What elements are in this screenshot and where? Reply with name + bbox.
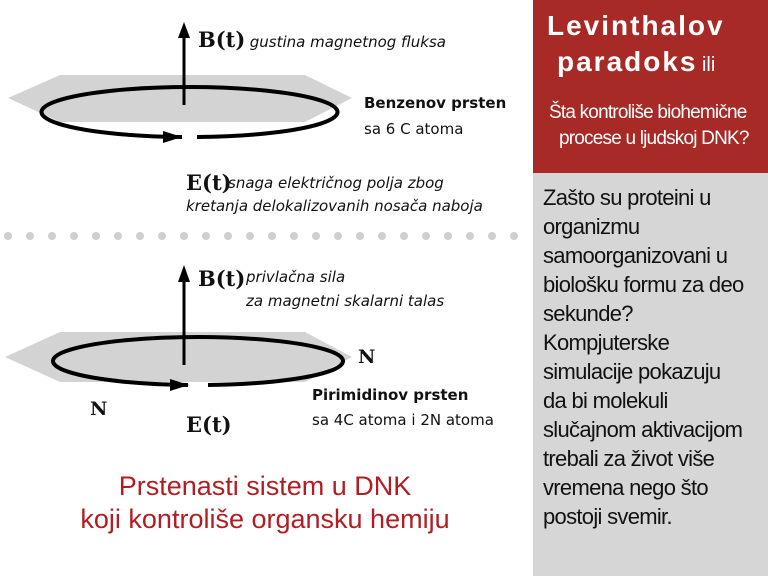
body-line: slučajnom aktivacijom bbox=[543, 417, 743, 442]
bottom-b-vector: B(t) bbox=[198, 266, 246, 291]
caption-line2: koji kontroliše organsku hemiju bbox=[80, 504, 450, 534]
title-box bbox=[533, 0, 768, 173]
subtitle-line1: Šta kontroliše biohemične bbox=[549, 102, 747, 123]
top-e-description-line2: kretanja delokalizovanih nosača naboja bbox=[186, 197, 483, 215]
bottom-b-arrow-head bbox=[178, 265, 190, 282]
benzene-ring-atoms: sa 6 C atoma bbox=[364, 120, 464, 138]
body-line: simulacije pokazuju bbox=[543, 359, 721, 384]
top-b-description: gustina magnetnog fluksa bbox=[249, 33, 446, 51]
bottom-b-description-line1: privlačna sila bbox=[246, 268, 346, 286]
explanation-text bbox=[543, 183, 744, 531]
bottom-e-vector: E(t) bbox=[186, 412, 232, 437]
subtitle bbox=[549, 100, 749, 152]
top-b-field-label bbox=[198, 27, 446, 52]
body-line: biološku formu za deo bbox=[543, 272, 744, 297]
caption-line1: Prstenasti sistem u DNK bbox=[118, 471, 412, 501]
body-line: trebali za život više bbox=[543, 446, 715, 471]
top-b-arrow-head bbox=[178, 22, 190, 38]
top-e-description-line1: snaga električnog polja zbog bbox=[228, 174, 444, 192]
body-line: Kompjuterske bbox=[543, 330, 670, 355]
benzene-ring-arrowhead bbox=[163, 131, 182, 143]
title-ili: ili bbox=[701, 54, 716, 76]
body-line: organizmu bbox=[543, 214, 640, 239]
pyrimidine-ring-atoms: sa 4C atoma i 2N atoma bbox=[312, 411, 494, 429]
top-b-vector: B(t) bbox=[198, 27, 246, 52]
title-line2 bbox=[557, 46, 715, 78]
body-line: samoorganizovani u bbox=[543, 243, 728, 268]
body-line: sekunde? bbox=[543, 301, 633, 326]
body-line: da bi molekuli bbox=[543, 388, 668, 413]
top-e-vector: E(t) bbox=[186, 170, 232, 195]
benzene-ring-name: Benzenov prsten bbox=[364, 94, 507, 112]
title-line1: Levinthalov bbox=[547, 10, 725, 41]
nitrogen-label-right: N bbox=[358, 346, 376, 368]
pyrimidine-ring-name: Pirimidinov prsten bbox=[312, 386, 469, 404]
body-line: postoji svemir. bbox=[543, 504, 672, 529]
body-line: vremena nego što bbox=[543, 475, 708, 500]
dotted-separator bbox=[4, 232, 518, 240]
body-line: Zašto su proteini u bbox=[543, 185, 711, 210]
explanation-panel bbox=[533, 173, 768, 576]
diagram-caption bbox=[0, 470, 530, 536]
nitrogen-label-left: N bbox=[90, 398, 108, 420]
subtitle-line2: procese u ljudskoj DNK? bbox=[559, 128, 749, 149]
title-paradoks: paradoks bbox=[557, 46, 698, 77]
bottom-b-description-line2: za magnetni skalarni talas bbox=[246, 292, 445, 310]
